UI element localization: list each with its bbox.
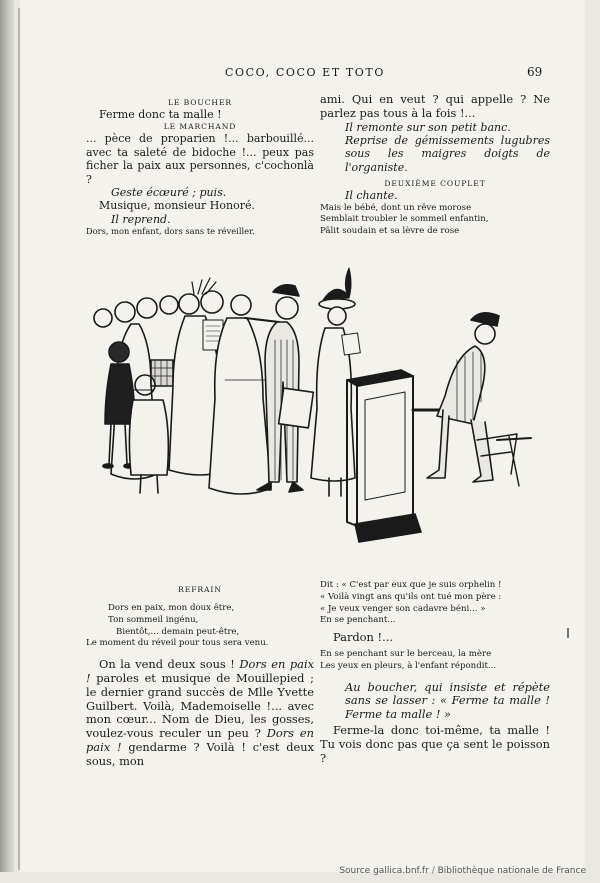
source-link[interactable]: Source gallica.bnf.fr <box>339 866 429 876</box>
right-column-bottom <box>320 580 550 765</box>
book-binding <box>0 0 14 872</box>
vendor-paragraph <box>86 658 314 768</box>
refrain-line: Le moment du réveil pour tous sera venu. <box>86 638 269 649</box>
refrain-line: Ton sommeil ingénu, <box>108 614 199 625</box>
song-title: Dors en paix ! <box>86 726 314 754</box>
refrain-line: Bientôt,... demain peut-être, <box>116 626 240 637</box>
verse-line: « Je veux venger son cadavre béni... » <box>320 603 486 614</box>
stage-direction: Il remonte sur son petit banc. <box>345 120 511 134</box>
source-footer <box>339 866 586 876</box>
vendor-text: gendarme ? Voilà ! c'est deux sous, mon <box>86 739 314 768</box>
left-column-top <box>86 97 314 237</box>
dialogue-paragraph: ami. Qui en veut ? qui appelle ? Ne parlez pas tous à la fois !... <box>320 92 550 120</box>
vendor-text: On la vend deux sous ! <box>99 657 235 672</box>
crowd-group <box>94 278 271 494</box>
dialogue-line: Musique, monsieur Honoré. <box>99 199 255 213</box>
verse-line: En se penchant... <box>320 615 396 626</box>
running-title: COCO, COCO ET TOTO <box>225 66 385 79</box>
verse-line: Dit : « C'est par eux que je suis orphelin ! <box>320 580 502 590</box>
merchant-paragraph-text: ... pèce de proparien !... barbouillé... avec ta saleté de bidoche !... peux pas ficher la paix aux personnes, c'cochonlà ? <box>86 132 314 186</box>
stage-direction: Il chante. <box>345 189 398 203</box>
song-title: Dors en paix ! <box>86 657 315 685</box>
verse-line: En se penchant sur le berceau, la mère <box>320 648 492 659</box>
stage-direction: Geste écœuré ; puis. <box>111 186 227 200</box>
stage-direction: Il reprend. <box>111 212 171 226</box>
dialogue-line: Ferme donc ta malle ! <box>99 108 222 121</box>
margin-mark <box>567 628 569 638</box>
page-number: 69 <box>527 65 543 79</box>
illustration <box>85 260 555 560</box>
pardon-line: Pardon !... <box>333 630 393 645</box>
stage-direction: Au boucher, qui insiste et répète sans se lasser : « Ferme ta malle ! Ferme ta malle ! » <box>345 679 550 722</box>
verse-line: Pâlit soudain et sa lèvre de rose <box>320 226 460 237</box>
verse-line: « Voilà vingt ans qu'ils ont tué mon père : <box>320 591 502 602</box>
verse-line: Les yeux en pleurs, à l'enfant répondit... <box>320 660 497 671</box>
stage-direction: Reprise de gémissements lugubres sous les maigres doigts de l'organiste. <box>345 134 550 174</box>
book-page <box>20 0 585 872</box>
speaker-merchant: LE MARCHAND <box>163 122 237 132</box>
refrain-title: REFRAIN <box>178 585 222 594</box>
footer-separator: / <box>431 866 435 876</box>
refrain-line: Dors en paix, mon doux être, <box>108 603 235 613</box>
sung-line: Dors, mon enfant, dors sans te réveiller. <box>86 226 255 237</box>
merchant-paragraph <box>86 132 314 186</box>
library-name: Bibliothèque nationale de France <box>437 866 586 876</box>
pianist <box>427 313 531 486</box>
right-column-top <box>320 93 550 238</box>
piano <box>347 370 441 542</box>
verse-line: Mais le bébé, dont un rêve morose <box>320 202 472 213</box>
final-paragraph: Ferme-la donc toi-même, ta malle ! Tu vois donc pas que ça sent le poisson ? <box>320 722 550 765</box>
vendor-text: paroles et musique de Mouillepied ; le dernier grand succès de Mlle Yvette Guilbert. Voilà, Mademoiselle !... avec mon cœur... Nom de Dieu, les gosses, voulez-vous reculer un peu ? <box>86 670 314 741</box>
speaker-butcher: LE BOUCHER <box>167 98 233 107</box>
verse-line: Semblait troubler le sommeil enfantin, <box>320 214 489 225</box>
left-column-bottom <box>86 584 314 769</box>
couplet-title: DEUXIÈME COUPLET <box>384 179 486 189</box>
